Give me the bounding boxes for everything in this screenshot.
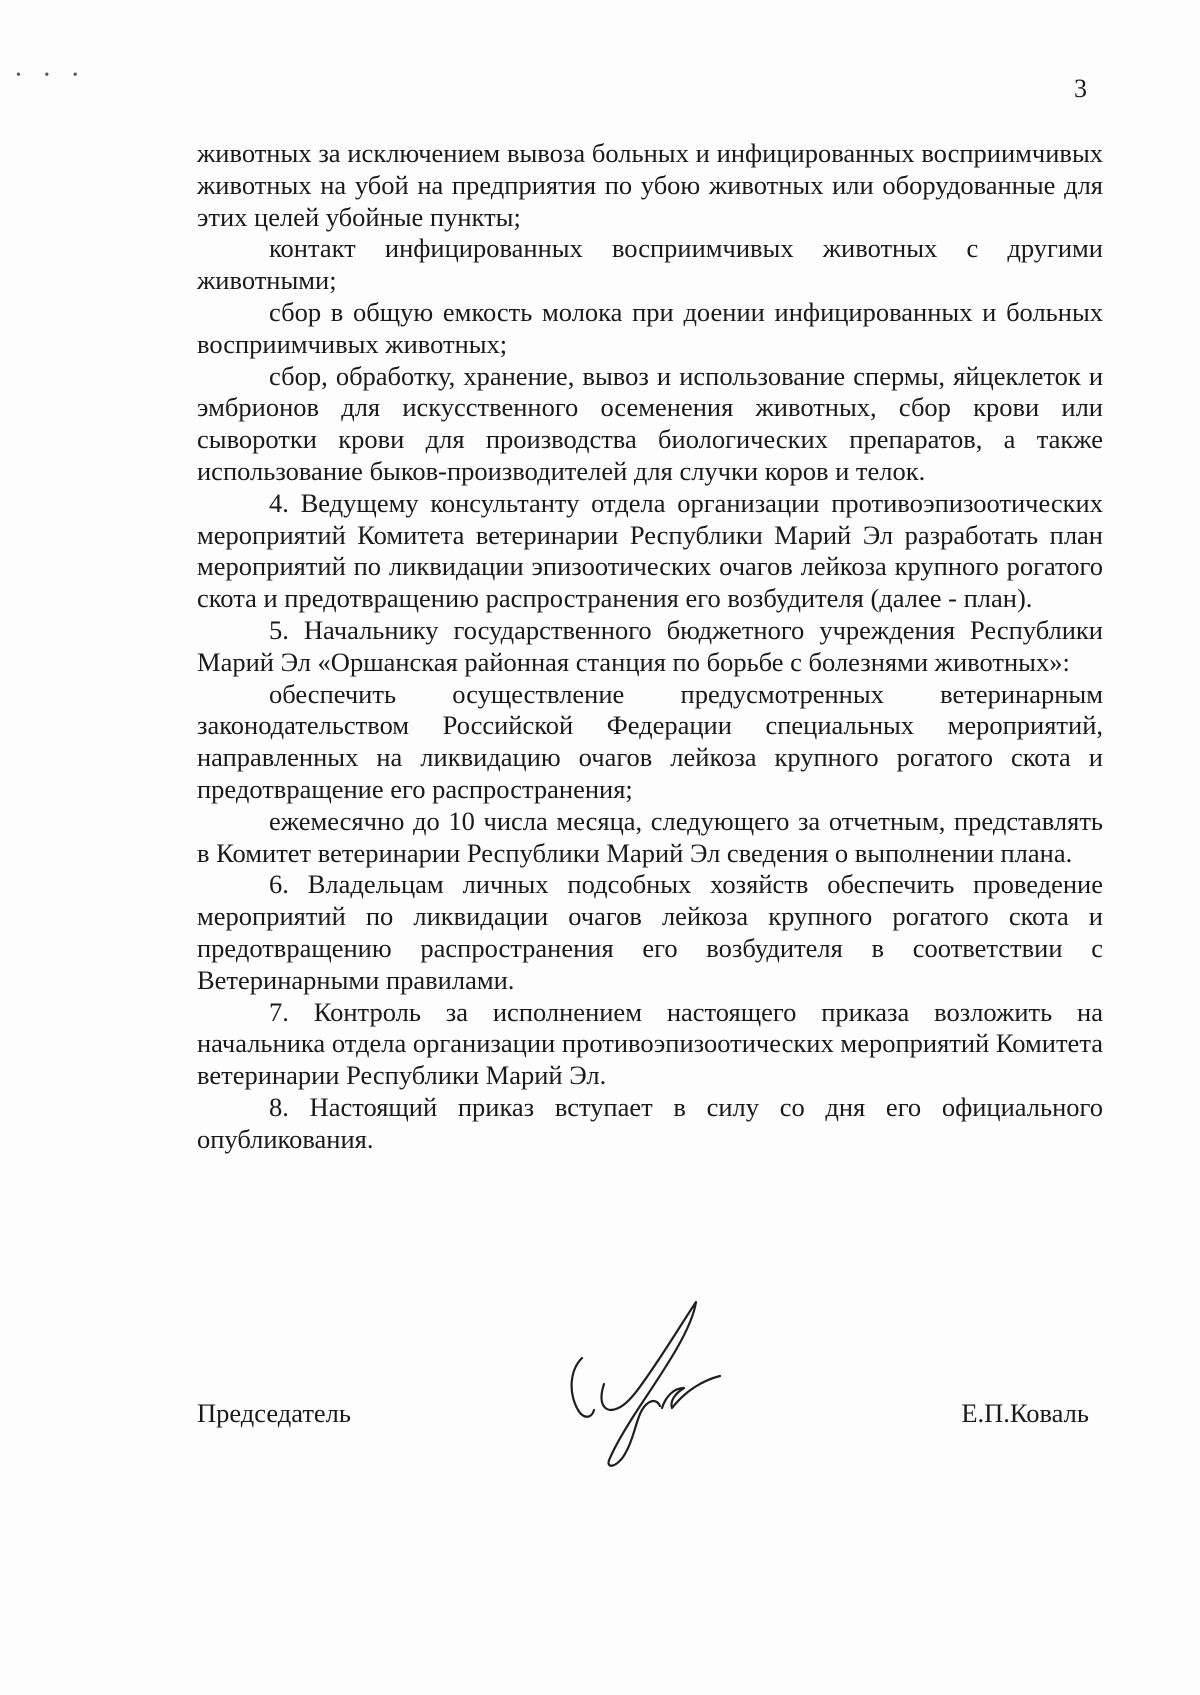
document-body (197, 138, 1103, 1156)
paragraph-item-5-reporting: ежемесячно до 10 числа месяца, следующего за отчетным, представлять в Комитет ветеринарии Республики Марий Эл сведения о выполнении плана. (197, 805, 1103, 868)
paragraph-item-6: 6. Владельцам личных подсобных хозяйств обеспечить проведение мероприятий по ликвидации очагов лейкоза крупного рогатого скота и предотвращению распространения его возбудителя в соответствии с Ветеринарными правилами. (197, 869, 1103, 995)
handwritten-signature (570, 1292, 750, 1472)
signatory-name: Е.П.Коваль (961, 1398, 1089, 1428)
scan-artifact: • • • (16, 68, 88, 83)
paragraph-continuation: животных за исключением вывоза больных и инфицированных восприимчивых животных на убой на предприятия по убою животных или оборудованные для этих целей убойные пункты; (197, 138, 1103, 232)
paragraph-semen-handling: сбор, обработку, хранение, вывоз и использование спермы, яйцеклеток и эмбрионов для искусственного осеменения животных, сбор крови или сыворотки крови для производства биологических препаратов, а также использование быков-производителей для случки коров и телок. (197, 360, 1103, 486)
paragraph-item-5: 5. Начальнику государственного бюджетного учреждения Республики Марий Эл «Оршанская районная станция по борьбе с болезнями животных»: (197, 614, 1103, 677)
paragraph-item-8: 8. Настоящий приказ вступает в силу со дня его официального опубликования. (197, 1091, 1103, 1154)
signature-row (197, 1397, 1103, 1437)
signature-stroke-loop (602, 1302, 696, 1466)
paragraph-item-4: 4. Ведущему консультанту отдела организации противоэпизоотических мероприятий Комитета ветеринарии Республики Марий Эл разработать план мероприятий по ликвидации эпизоотических очагов лейкоза крупного рогатого скота и предотвращению распространения его возбудителя (далее - план). (197, 487, 1103, 614)
paragraph-item-7: 7. Контроль за исполнением настоящего приказа возложить на начальника отдела организации противоэпизоотических мероприятий Комитета ветеринарии Республики Марий Эл. (197, 996, 1103, 1091)
page-number: 3 (1074, 74, 1087, 103)
paragraph-contact-restriction: контакт инфицированных восприимчивых животных с другими животными; (197, 233, 1103, 296)
paragraph-item-5-measures: обеспечить осуществление предусмотренных ветеринарным законодательством Российской Федерации специальных мероприятий, направленных на ликвидацию очагов лейкоза крупного рогатого скота и предотвращение его распространения; (197, 678, 1103, 804)
paragraph-milk-collection: сбор в общую емкость молока при доении инфицированных и больных восприимчивых животных; (197, 296, 1103, 359)
signatory-position: Председатель (197, 1398, 351, 1428)
